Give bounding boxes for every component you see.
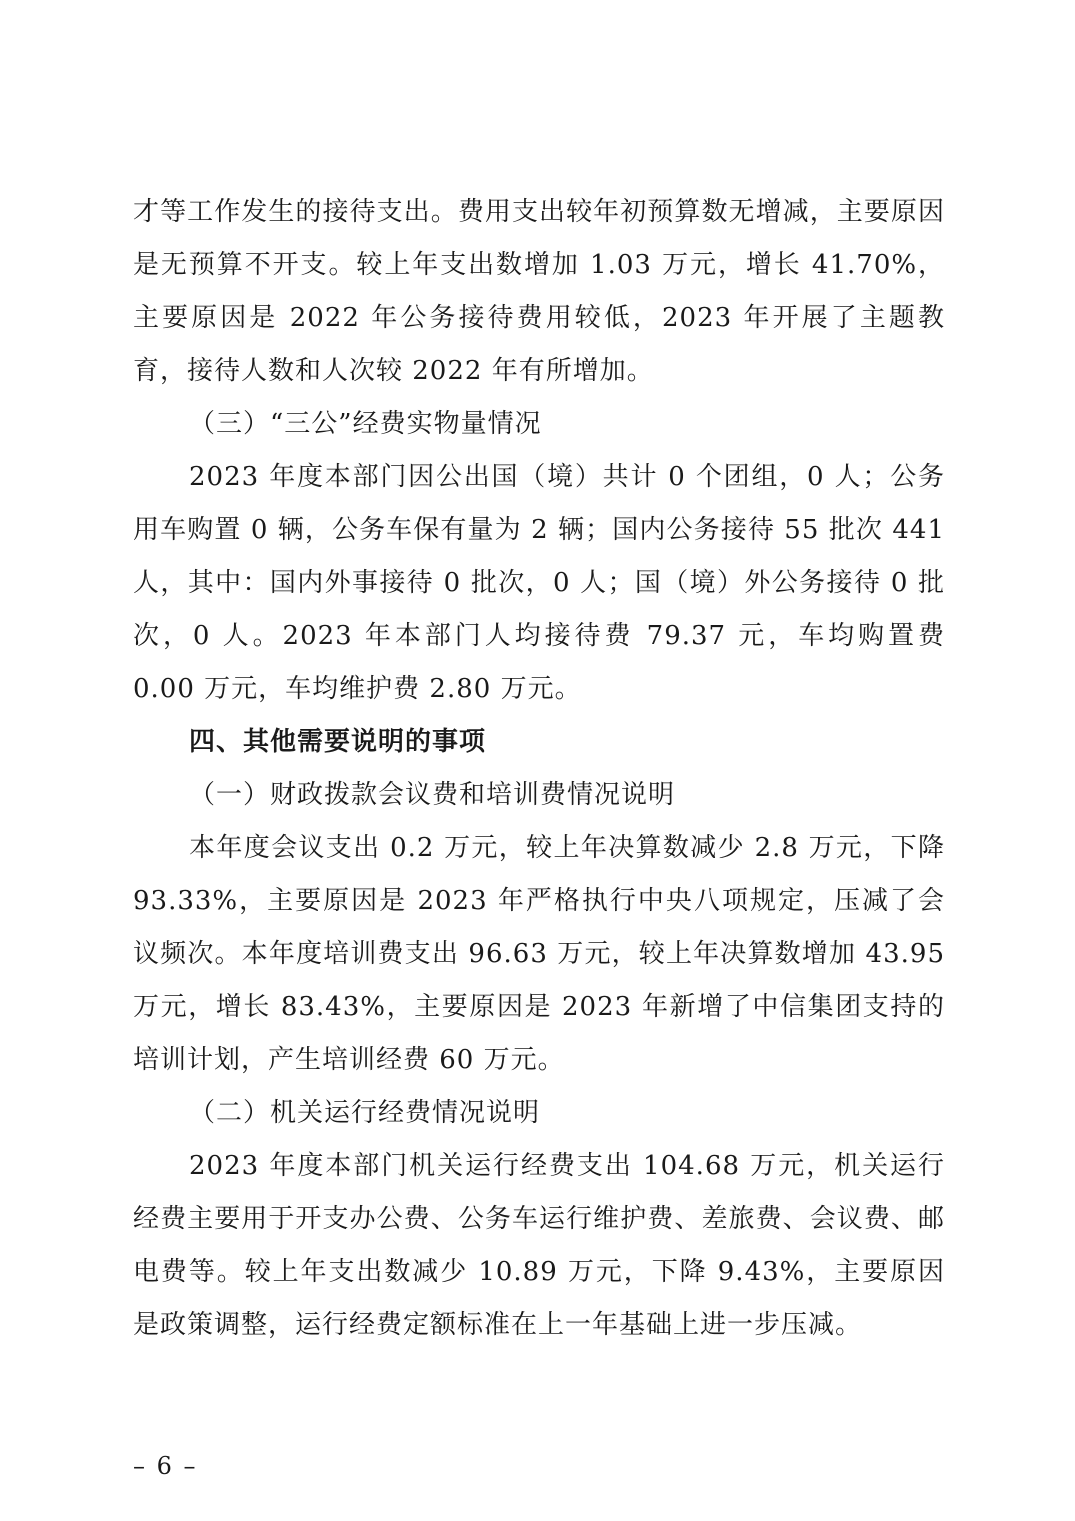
page-number: – 6 – — [133, 1452, 198, 1480]
heading-operating-expenses: （二）机关运行经费情况说明 — [189, 1098, 541, 1128]
paragraph-san-gong-details: 2023 年度本部门因公出国（境）共计 0 个团组，0 人；公务用车购置 0 辆，公务车保有量为 2 辆；国内公务接待 55 批次 441 人，其中：国内外事接待 0 批次，0 人；国（境）外公务接待 0 批次，0 人。2023 年本部门人均接待费 79.37 元，车均购置费 0.00 万元，车均维护费 2.80 万元。 — [133, 462, 945, 704]
heading-other-matters: 四、其他需要说明的事项 — [189, 727, 487, 757]
heading-san-gong-physical-quantity: （三）“三公”经费实物量情况 — [189, 409, 542, 439]
paragraph-reception-expense: 才等工作发生的接待支出。费用支出较年初预算数无增减，主要原因是无预算不开支。较上年支出数增加 1.03 万元，增长 41.70%，主要原因是 2022 年公务接待费用较低，2023 年开展了主题教育，接待人数和人次较 2022 年有所增加。 — [133, 197, 945, 386]
paragraph-operating-expenses-details: 2023 年度本部门机关运行经费支出 104.68 万元，机关运行经费主要用于开支办公费、公务车运行维护费、差旅费、会议费、邮电费等。较上年支出数减少 10.89 万元，下降 9.43%，主要原因是政策调整，运行经费定额标准在上一年基础上进一步压减。 — [133, 1151, 945, 1340]
paragraph-meeting-training-details: 本年度会议支出 0.2 万元，较上年决算数减少 2.8 万元，下降 93.33%，主要原因是 2023 年严格执行中央八项规定，压减了会议频次。本年度培训费支出 96.63 万元，较上年决算数增加 43.95 万元，增长 83.43%，主要原因是 2023 年新增了中信集团支持的培训计划，产生培训经费 60 万元。 — [133, 833, 945, 1075]
heading-meeting-training-fees: （一）财政拨款会议费和培训费情况说明 — [189, 780, 676, 810]
document-body — [133, 186, 945, 1352]
